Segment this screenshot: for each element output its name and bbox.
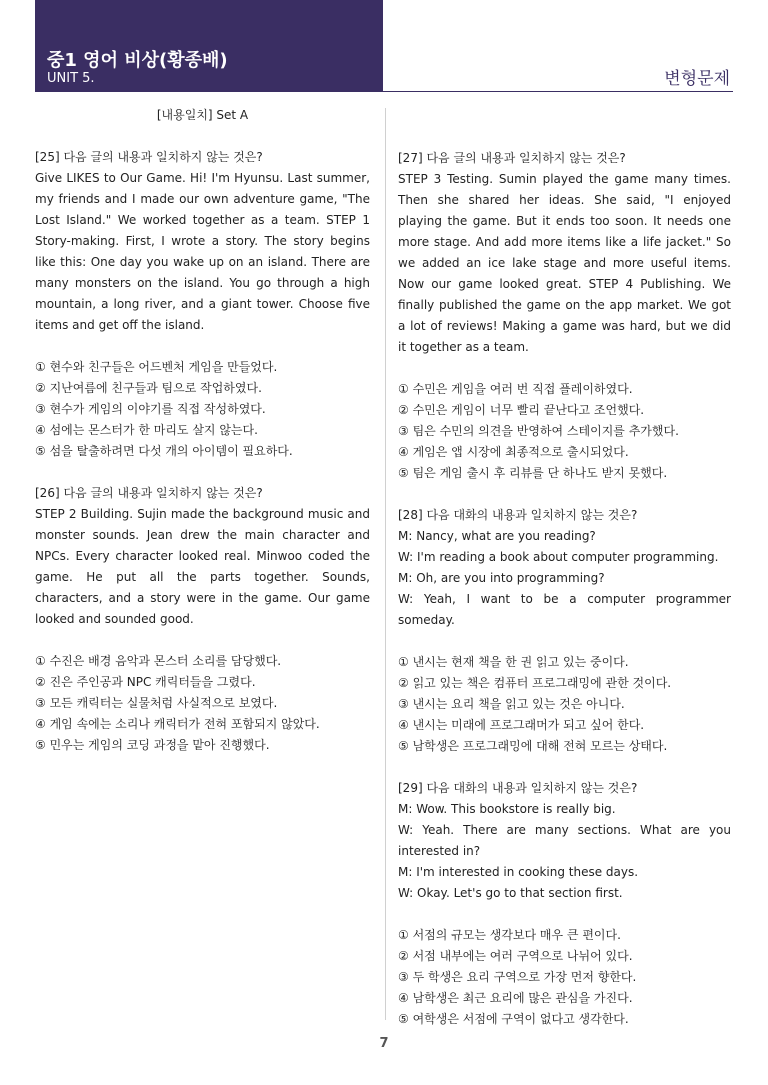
section-label: 변형문제	[664, 69, 730, 89]
answer-option[interactable]: ③ 모든 캐릭터는 실물처럼 사실적으로 보였다.	[35, 696, 278, 710]
answer-option[interactable]: ⑤ 섬을 탈출하려면 다섯 개의 아이템이 필요하다.	[35, 444, 293, 458]
question-29	[398, 778, 731, 1030]
question-heading: [25] 다음 글의 내용과 일치하지 않는 것은?	[35, 150, 263, 164]
answer-options	[398, 925, 731, 1030]
set-label: [내용일치] Set A	[156, 108, 249, 122]
answer-option[interactable]: ② 지난여름에 친구들과 팀으로 작업하였다.	[35, 381, 262, 395]
question-passage: STEP 2 Building. Sujin made the background music and monster sounds. Jean drew the main character and NPCs. Every character looked real. Minwoo coded the game. He put all the parts together. Sounds, characters, and a story were in the game. Our game looked and sounded good.	[35, 507, 370, 626]
column-divider	[385, 108, 386, 1020]
unit-label: UNIT 5.	[47, 71, 95, 86]
answer-option[interactable]: ⑤ 남학생은 프로그래밍에 대해 전혀 모르는 상태다.	[398, 739, 668, 753]
left-column	[35, 105, 370, 756]
answer-option[interactable]: ② 진은 주인공과 NPC 캐릭터들을 그렸다.	[35, 675, 256, 689]
answer-option[interactable]: ② 서점 내부에는 여러 구역으로 나뉘어 있다.	[398, 949, 633, 963]
dialogue-line: W: Yeah. There are many sections. What are you interested in?	[398, 823, 731, 858]
answer-option[interactable]: ④ 낸시는 미래에 프로그래머가 되고 싶어 한다.	[398, 718, 645, 732]
answer-option[interactable]: ④ 남학생은 최근 요리에 많은 관심을 가진다.	[398, 991, 633, 1005]
page-title: 중1 영어 비상(황종배)	[47, 50, 228, 71]
question-27	[398, 148, 731, 484]
answer-option[interactable]: ① 수진은 배경 음악과 몬스터 소리를 담당했다.	[35, 654, 282, 668]
question-28	[398, 505, 731, 757]
answer-option[interactable]: ③ 낸시는 요리 책을 읽고 있는 것은 아니다.	[398, 697, 625, 711]
answer-option[interactable]: ⑤ 여학생은 서점에 구역이 없다고 생각한다.	[398, 1012, 629, 1026]
answer-option[interactable]: ① 수민은 게임을 여러 번 직접 플레이하였다.	[398, 382, 633, 396]
answer-options	[398, 379, 731, 484]
answer-option[interactable]: ③ 현수가 게임의 이야기를 직접 작성하였다.	[35, 402, 266, 416]
dialogue-line: M: Oh, are you into programming?	[398, 571, 605, 585]
answer-options	[398, 652, 731, 757]
page-number: 7	[379, 1036, 389, 1051]
dialogue-line: M: Nancy, what are you reading?	[398, 529, 596, 543]
answer-option[interactable]: ⑤ 민우는 게임의 코딩 과정을 맡아 진행했다.	[35, 738, 270, 752]
answer-option[interactable]: ④ 게임 속에는 소리나 캐릭터가 전혀 포함되지 않았다.	[35, 717, 320, 731]
dialogue-line: W: I'm reading a book about computer programming.	[398, 550, 719, 564]
answer-option[interactable]: ① 낸시는 현재 책을 한 권 읽고 있는 중이다.	[398, 655, 629, 669]
dialogue-line: W: Okay. Let's go to that section first.	[398, 886, 623, 900]
dialogue-line: M: Wow. This bookstore is really big.	[398, 802, 616, 816]
answer-option[interactable]: ④ 섬에는 몬스터가 한 마리도 살지 않는다.	[35, 423, 258, 437]
dialogue-line: W: Yeah, I want to be a computer programmer someday.	[398, 592, 731, 627]
answer-option[interactable]: ④ 게임은 앱 시장에 최종적으로 출시되었다.	[398, 445, 629, 459]
question-heading: [28] 다음 대화의 내용과 일치하지 않는 것은?	[398, 508, 638, 522]
answer-option[interactable]: ⑤ 팀은 게임 출시 후 리뷰를 단 하나도 받지 못했다.	[398, 466, 668, 480]
question-25	[35, 147, 370, 462]
answer-option[interactable]: ① 현수와 친구들은 어드벤처 게임을 만들었다.	[35, 360, 278, 374]
question-passage: Give LIKES to Our Game. Hi! I'm Hyunsu. Last summer, my friends and I made our own adventure game, "The Lost Island." We worked together as a team. STEP 1 Story-making. First, I wrote a story. The story begins like this: One day you wake up on an island. There are many monsters on the island. You go through a high mountain, a long river, and a giant tower. Choose five items and get off the island.	[35, 171, 370, 332]
question-heading: [27] 다음 글의 내용과 일치하지 않는 것은?	[398, 151, 626, 165]
answer-options	[35, 651, 370, 756]
dialogue-line: M: I'm interested in cooking these days.	[398, 865, 639, 879]
question-heading: [29] 다음 대화의 내용과 일치하지 않는 것은?	[398, 781, 638, 795]
answer-option[interactable]: ② 읽고 있는 책은 컴퓨터 프로그래밍에 관한 것이다.	[398, 676, 672, 690]
answer-option[interactable]: ③ 팀은 수민의 의견을 반영하여 스테이지를 추가했다.	[398, 424, 679, 438]
header-divider	[383, 91, 733, 92]
answer-option[interactable]: ③ 두 학생은 요리 구역으로 가장 먼저 향한다.	[398, 970, 637, 984]
right-column	[398, 148, 731, 1030]
answer-option[interactable]: ① 서점의 규모는 생각보다 매우 큰 편이다.	[398, 928, 621, 942]
question-26	[35, 483, 370, 756]
question-heading: [26] 다음 글의 내용과 일치하지 않는 것은?	[35, 486, 263, 500]
question-passage: STEP 3 Testing. Sumin played the game many times. Then she shared her ideas. She said, "I enjoyed playing the game. But it ends too soon. It needs one more stage. And add more items like a life jacket." So we added an ice lake stage and more useful items. Now our game looked great. STEP 4 Publishing. We finally published the game on the app market. We got a lot of reviews! Making a game was hard, but we did it together as a team.	[398, 172, 731, 354]
answer-option[interactable]: ② 수민은 게임이 너무 빨리 끝난다고 조언했다.	[398, 403, 645, 417]
answer-options	[35, 357, 370, 462]
